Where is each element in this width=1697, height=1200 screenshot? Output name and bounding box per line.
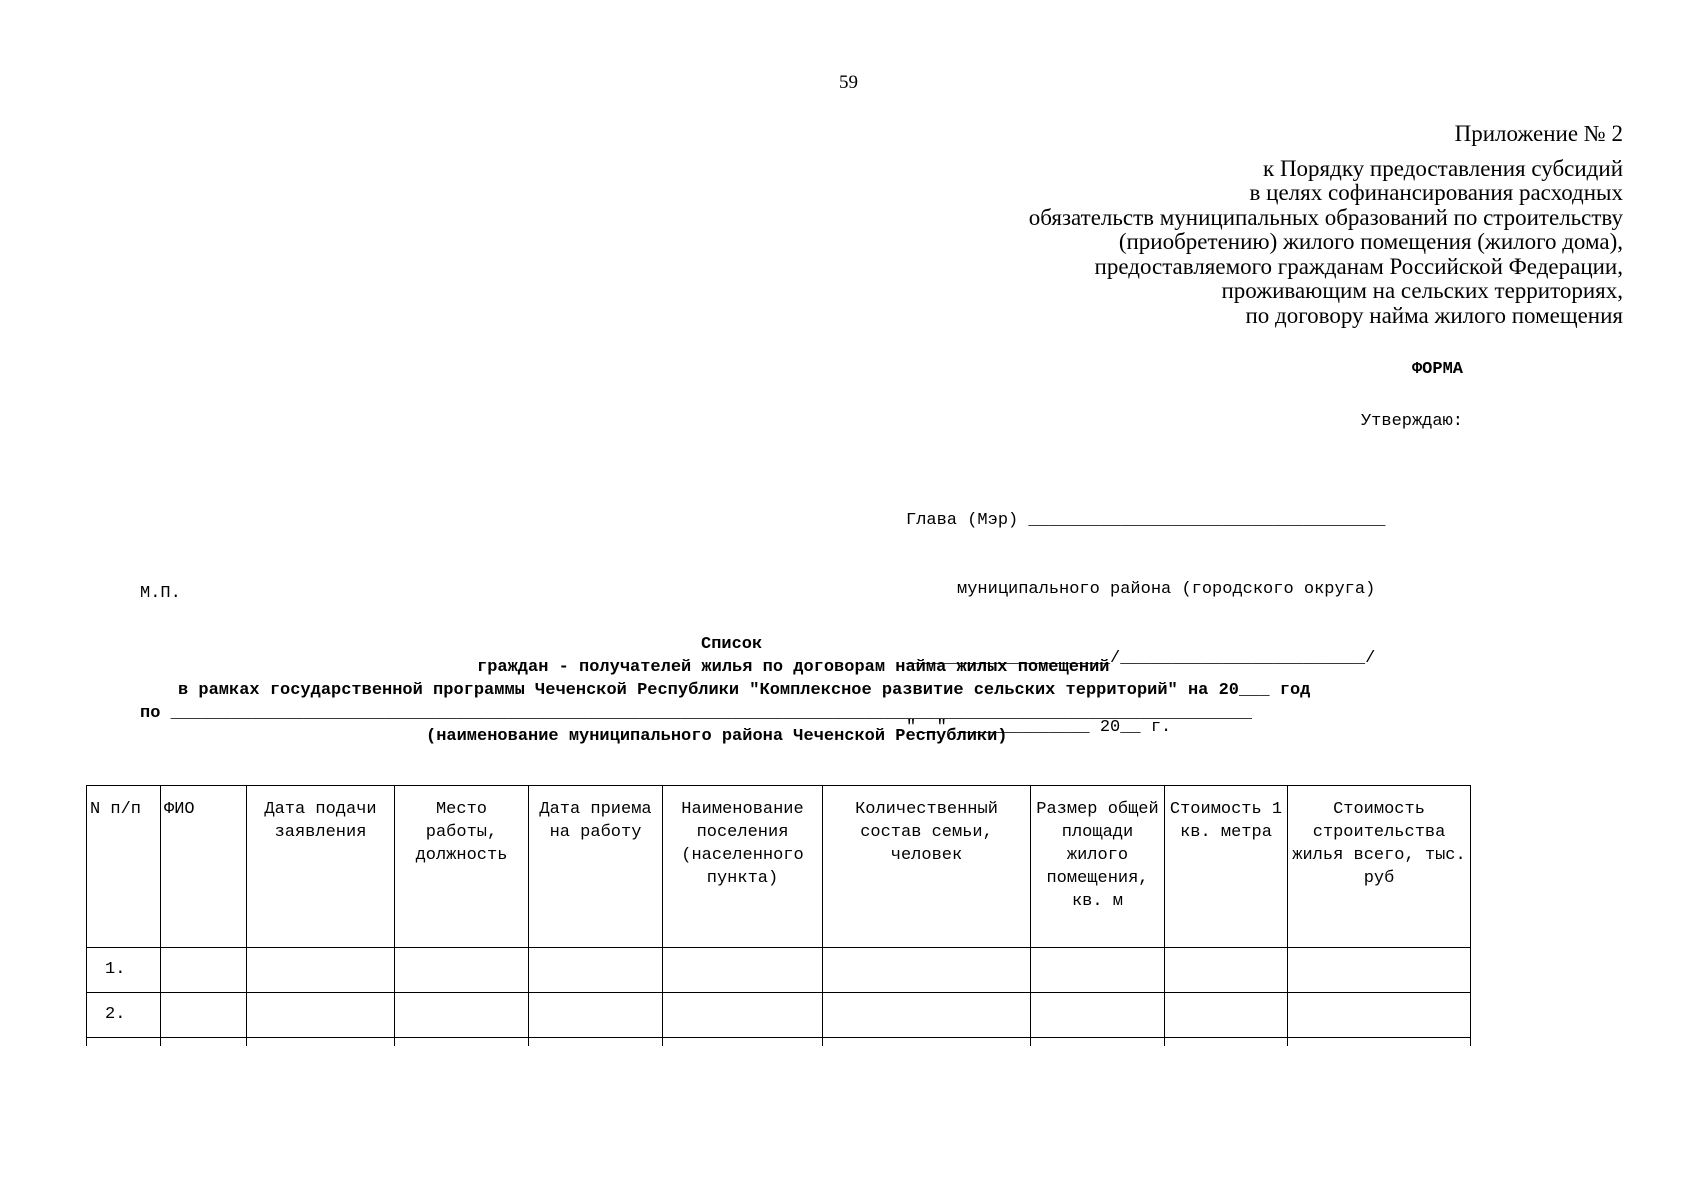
column-header-family-size: Количественный состав семьи, человек — [823, 786, 1031, 948]
table-cell — [663, 948, 823, 993]
appendix-line: в целях софинансирования расходных — [1249, 180, 1623, 205]
appendix-line: по договору найма жилого помещения — [1245, 302, 1623, 328]
table-cell — [1165, 993, 1288, 1038]
table-cell — [1031, 993, 1165, 1038]
column-header-total-cost: Стоимость строительства жилья всего, тыс. руб — [1288, 786, 1471, 948]
table-cell — [247, 1038, 395, 1047]
table-cell — [87, 1038, 161, 1047]
table-cell — [1165, 1038, 1288, 1047]
column-header-name: ФИО — [161, 786, 247, 948]
table-cell — [161, 993, 247, 1038]
column-header-price-per-meter: Стоимость 1 кв. метра — [1165, 786, 1288, 948]
appendix-title: Приложение № 2 — [1454, 121, 1623, 146]
stamp-label: М.П. — [140, 584, 181, 603]
table-cell — [1288, 948, 1471, 993]
table-cell-number: 2. — [87, 993, 161, 1038]
appendix-line: проживающим на сельских территориях, — [1221, 278, 1623, 303]
column-header-settlement: Наименование поселения (населенного пункта) — [663, 786, 823, 948]
column-header-number: N п/п — [87, 786, 161, 948]
page-number: 59 — [839, 72, 858, 93]
table-cell — [1165, 948, 1288, 993]
table-row — [87, 948, 1471, 993]
table-cell — [823, 993, 1031, 1038]
table-cell — [161, 948, 247, 993]
list-district-hint: (наименование муниципального района Чеченской Республики) — [426, 727, 1008, 746]
appendix-line: к Порядку предоставления субсидий — [1263, 155, 1623, 181]
table-row-continuation — [87, 1038, 1471, 1047]
approve-label: Утверждаю: — [1360, 412, 1463, 431]
table-cell — [395, 993, 529, 1038]
approval-date-line: "__" _____________ 20__ г. — [906, 718, 1172, 737]
table-row — [87, 993, 1471, 1038]
table-cell — [823, 948, 1031, 993]
table-cell — [823, 1038, 1031, 1047]
table-cell-number: 1. — [87, 948, 161, 993]
table-cell — [247, 993, 395, 1038]
table-header-row — [87, 786, 1471, 948]
table-cell — [1288, 1038, 1471, 1047]
table-cell — [395, 948, 529, 993]
column-header-application-date: Дата подачи заявления — [247, 786, 395, 948]
list-heading — [140, 633, 1530, 748]
table-cell — [161, 1038, 247, 1047]
appendix-line: обязательств муниципальных образований по строительству — [1028, 204, 1623, 230]
table-cell — [663, 1038, 823, 1047]
list-program: в рамках государственной программы Чеченской Республики "Комплексное развитие сельских территорий" на 20___ год — [178, 681, 1311, 700]
appendix-line: (приобретению) жилого помещения (жилого дома), — [1118, 229, 1623, 254]
list-subtitle: граждан - получателей жилья по договорам найма жилых помещений — [477, 658, 1110, 677]
table-cell — [1288, 993, 1471, 1038]
list-title: Список — [701, 635, 763, 654]
list-district-line: по __________________________________________________________________________________________________________ — [140, 704, 1252, 723]
citizens-table — [86, 785, 1471, 1046]
table-cell — [1031, 1038, 1165, 1047]
table-cell — [529, 1038, 663, 1047]
table-cell — [663, 993, 823, 1038]
column-header-living-area: Размер общей площади жилого помещения, кв. м — [1031, 786, 1165, 948]
appendix-line: предоставляемого гражданам Российской Федерации, — [1094, 253, 1623, 279]
table-cell — [529, 948, 663, 993]
column-header-hire-date: Дата приема на работу — [529, 786, 663, 948]
table-cell — [395, 1038, 529, 1047]
appendix-header — [1029, 122, 1623, 328]
form-label: ФОРМА — [1411, 360, 1463, 379]
table-cell — [247, 948, 395, 993]
approval-signature-line: ____________________/________________________/ — [906, 649, 1376, 668]
table-cell — [1031, 948, 1165, 993]
table-cell — [529, 993, 663, 1038]
approval-district-caption: муниципального района (городского округа) — [906, 580, 1376, 599]
column-header-workplace: Место работы, должность — [395, 786, 529, 948]
approval-head-line: Глава (Мэр) ___________________________________ — [906, 511, 1386, 530]
